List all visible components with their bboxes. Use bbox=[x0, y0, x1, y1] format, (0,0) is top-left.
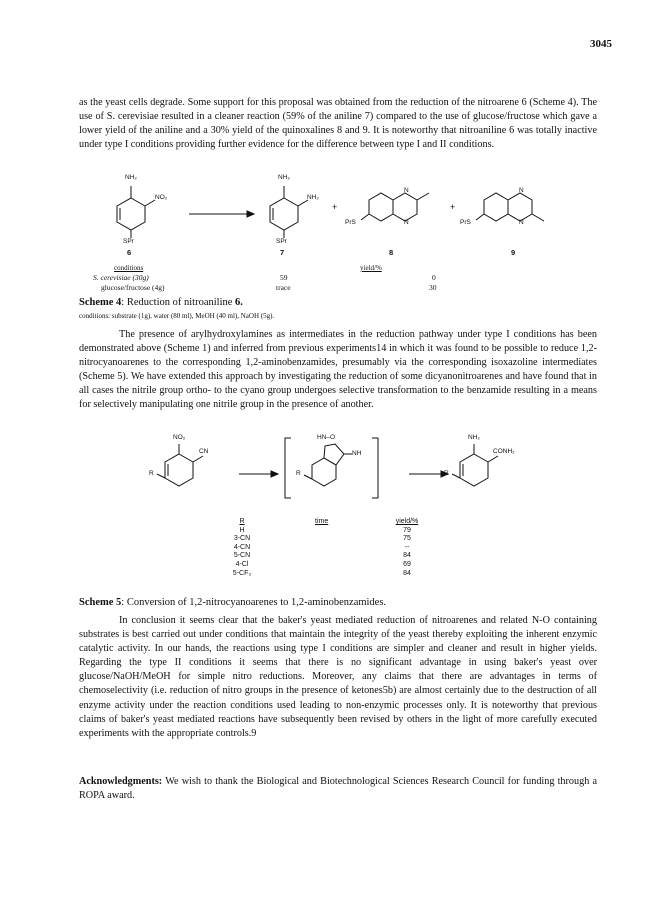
yield-value: 75 bbox=[403, 535, 411, 543]
scheme-4-caption-label: Scheme 4 bbox=[79, 297, 122, 308]
paragraph-1-text: as the yeast cells degrade. Some support for this proposal was obtained from the reduction of the nitroarene 6 (Scheme 4). The use of S. cerevisiae resulted in a cleaner reaction (59% of the aniline 7) compared to the use of glucose/fructose which gave a lower yield of the aniline and a 30% yield of the quinoxalines 8 and 9. It is noteworthy that nitroaniline 6 was totally inactive under type I conditions providing further evidence for the difference between type I and II conditions. bbox=[79, 97, 597, 151]
yield-header-5: yield/% bbox=[395, 518, 419, 525]
ring-6 bbox=[117, 198, 145, 230]
condition-row-1: S. cerevisiae (30g) bbox=[93, 273, 149, 282]
r-value: 5-CN bbox=[233, 552, 251, 560]
scheme-4-conditions-note: conditions: substrate (1g), water (80 ml), MeOH (40 ml), NaOH (5g). bbox=[79, 312, 275, 320]
scheme-5-caption bbox=[79, 597, 386, 608]
plus-sign-2: + bbox=[450, 202, 456, 212]
paragraph-2-text: The presence of arylhydroxylamines as intermediates in the reduction pathway under type I conditions has been demonstrated above (Scheme 1) and inferred from previous experiments14 in which it was found to be possible to reduce 1,2-nitrocyanoarenes to the corresponding 1,2-aminobenzamides, presumably via the corresponding isoxazoline intermediates (Scheme 5). We have extended this approach by investigating the reduction of some dicyanonitroarenes and have found that in all cases the nitrile group ortho- to the cyano group undergoes selective transformation to the benzamide resulting in a means for selectively manipulating one nitrile group in the presence of another. bbox=[79, 329, 597, 411]
condition-row-2: glucose/fructose (4g) bbox=[101, 283, 165, 292]
r-label-s5c: R bbox=[444, 470, 449, 477]
yield-89-row-1: 0 bbox=[432, 273, 436, 282]
scheme-5 bbox=[79, 432, 597, 598]
scheme-4-structures bbox=[79, 170, 597, 260]
paragraph-2 bbox=[79, 328, 597, 413]
prs-label-9: PrS bbox=[460, 219, 471, 226]
conditions-header: conditions bbox=[114, 264, 144, 272]
scheme-5-structures bbox=[79, 432, 597, 504]
nh2-label-s5: NH₂ bbox=[468, 434, 480, 441]
nh2-label-6: NH₂ bbox=[125, 174, 137, 181]
acknowledgments-heading: Acknowledgments: bbox=[79, 776, 163, 787]
compound-9-label: 9 bbox=[511, 248, 516, 257]
yield-value: 79 bbox=[403, 526, 411, 534]
r-label-s5a: R bbox=[149, 470, 154, 477]
paragraph-1 bbox=[79, 96, 597, 152]
r-value: 4-Cl bbox=[235, 560, 249, 568]
n-label-9a: N bbox=[519, 187, 524, 194]
compound-6-label: 6 bbox=[127, 248, 132, 257]
ring-9b bbox=[508, 193, 532, 221]
no2-label-s5: NO₂ bbox=[173, 434, 186, 441]
scheme-5-yield-column bbox=[390, 518, 424, 578]
nh2-label-7a: NH₂ bbox=[278, 174, 290, 181]
scheme-4-caption bbox=[79, 297, 243, 308]
plus-sign-1: + bbox=[332, 202, 338, 212]
yield-value: 84 bbox=[403, 569, 411, 577]
scheme-5-caption-label: Scheme 5 bbox=[79, 597, 122, 608]
paragraph-3 bbox=[79, 614, 597, 741]
time-header: time bbox=[315, 518, 329, 525]
scheme-4-caption-num: 6. bbox=[235, 297, 243, 308]
yield-value: 84 bbox=[403, 552, 411, 560]
compound-7-label: 7 bbox=[280, 248, 285, 257]
r-value: 3-CN bbox=[233, 535, 251, 543]
spr-label-6: SPr bbox=[123, 238, 134, 245]
page-number: 3045 bbox=[590, 38, 612, 50]
prs-label-8: PrS bbox=[345, 219, 356, 226]
yield-value: -- bbox=[404, 543, 410, 551]
nh-label-s5: NH bbox=[352, 450, 362, 457]
paragraph-3-text: In conclusion it seems clear that the baker's yeast mediated reduction of nitroarenes and related N-O containing substrates is best carried out under conditions that maintain the integrity of the yeast thereby exploiting the inherent enzymic catalytic activity. In our hands, the reactions using type I conditions are simpler and cleaner and result in higher yields. Regarding the type II conditions it seems that there is no significant advantage in using baker's yeast over glucose/NaOH/MeOH for simple nitro reductions. Moreover, any claims that there are advantages in terms of chemoselectivity (i.e. reduction of nitro groups in the presence of ketones5b) are almost certainly due to the destruction of all enzyme activity under the reaction conditions used leading to non-enzymic processes only. It is noteworthy that previous claims of baker's yeast mediated reactions have subsequently been revised by others in the light of more carefully executed experiments with the appropriate controls.9 bbox=[79, 615, 597, 739]
scheme-5-r-column bbox=[229, 518, 255, 578]
n-label-8a: N bbox=[404, 187, 409, 194]
acknowledgments-text: We wish to thank the Biological and Biotechnological Sciences Research Council for funding through a ROPA award. bbox=[79, 776, 597, 801]
nh2-label-7b: NH₂ bbox=[307, 194, 319, 201]
yield-value: 69 bbox=[403, 560, 411, 568]
scheme-4-caption-text: : Reduction of nitroaniline bbox=[121, 297, 236, 308]
r-value: 5-CF₃ bbox=[232, 569, 252, 577]
yield-89-row-2: 30 bbox=[429, 283, 437, 292]
spr-label-7: SPr bbox=[276, 238, 287, 245]
ring-7 bbox=[270, 198, 298, 230]
r-header: R bbox=[239, 518, 245, 525]
r-label-s5b: R bbox=[296, 470, 301, 477]
n-label-9b: N bbox=[519, 219, 524, 226]
r-value: H bbox=[239, 526, 245, 534]
no2-label-6: NO₂ bbox=[155, 194, 168, 201]
ring-9a bbox=[484, 193, 508, 221]
acknowledgments bbox=[79, 775, 597, 803]
yield-header-4: yield/% bbox=[360, 264, 382, 272]
r-value: 4-CN bbox=[233, 543, 251, 551]
ring-8b bbox=[393, 193, 417, 221]
yield-7-row-1: 59 bbox=[280, 273, 288, 282]
conh2-label-s5: CONH₂ bbox=[493, 448, 515, 455]
n-label-8b: N bbox=[404, 219, 409, 226]
compound-8-label: 8 bbox=[389, 248, 394, 257]
ring-8a bbox=[369, 193, 393, 221]
hno-label-s5: HN–O bbox=[317, 434, 336, 441]
cn-label-s5: CN bbox=[199, 448, 209, 455]
yield-7-row-2: trace bbox=[276, 283, 291, 292]
scheme-5-caption-text: : Conversion of 1,2-nitrocyanoarenes to 1,2-aminobenzamides. bbox=[121, 597, 387, 608]
